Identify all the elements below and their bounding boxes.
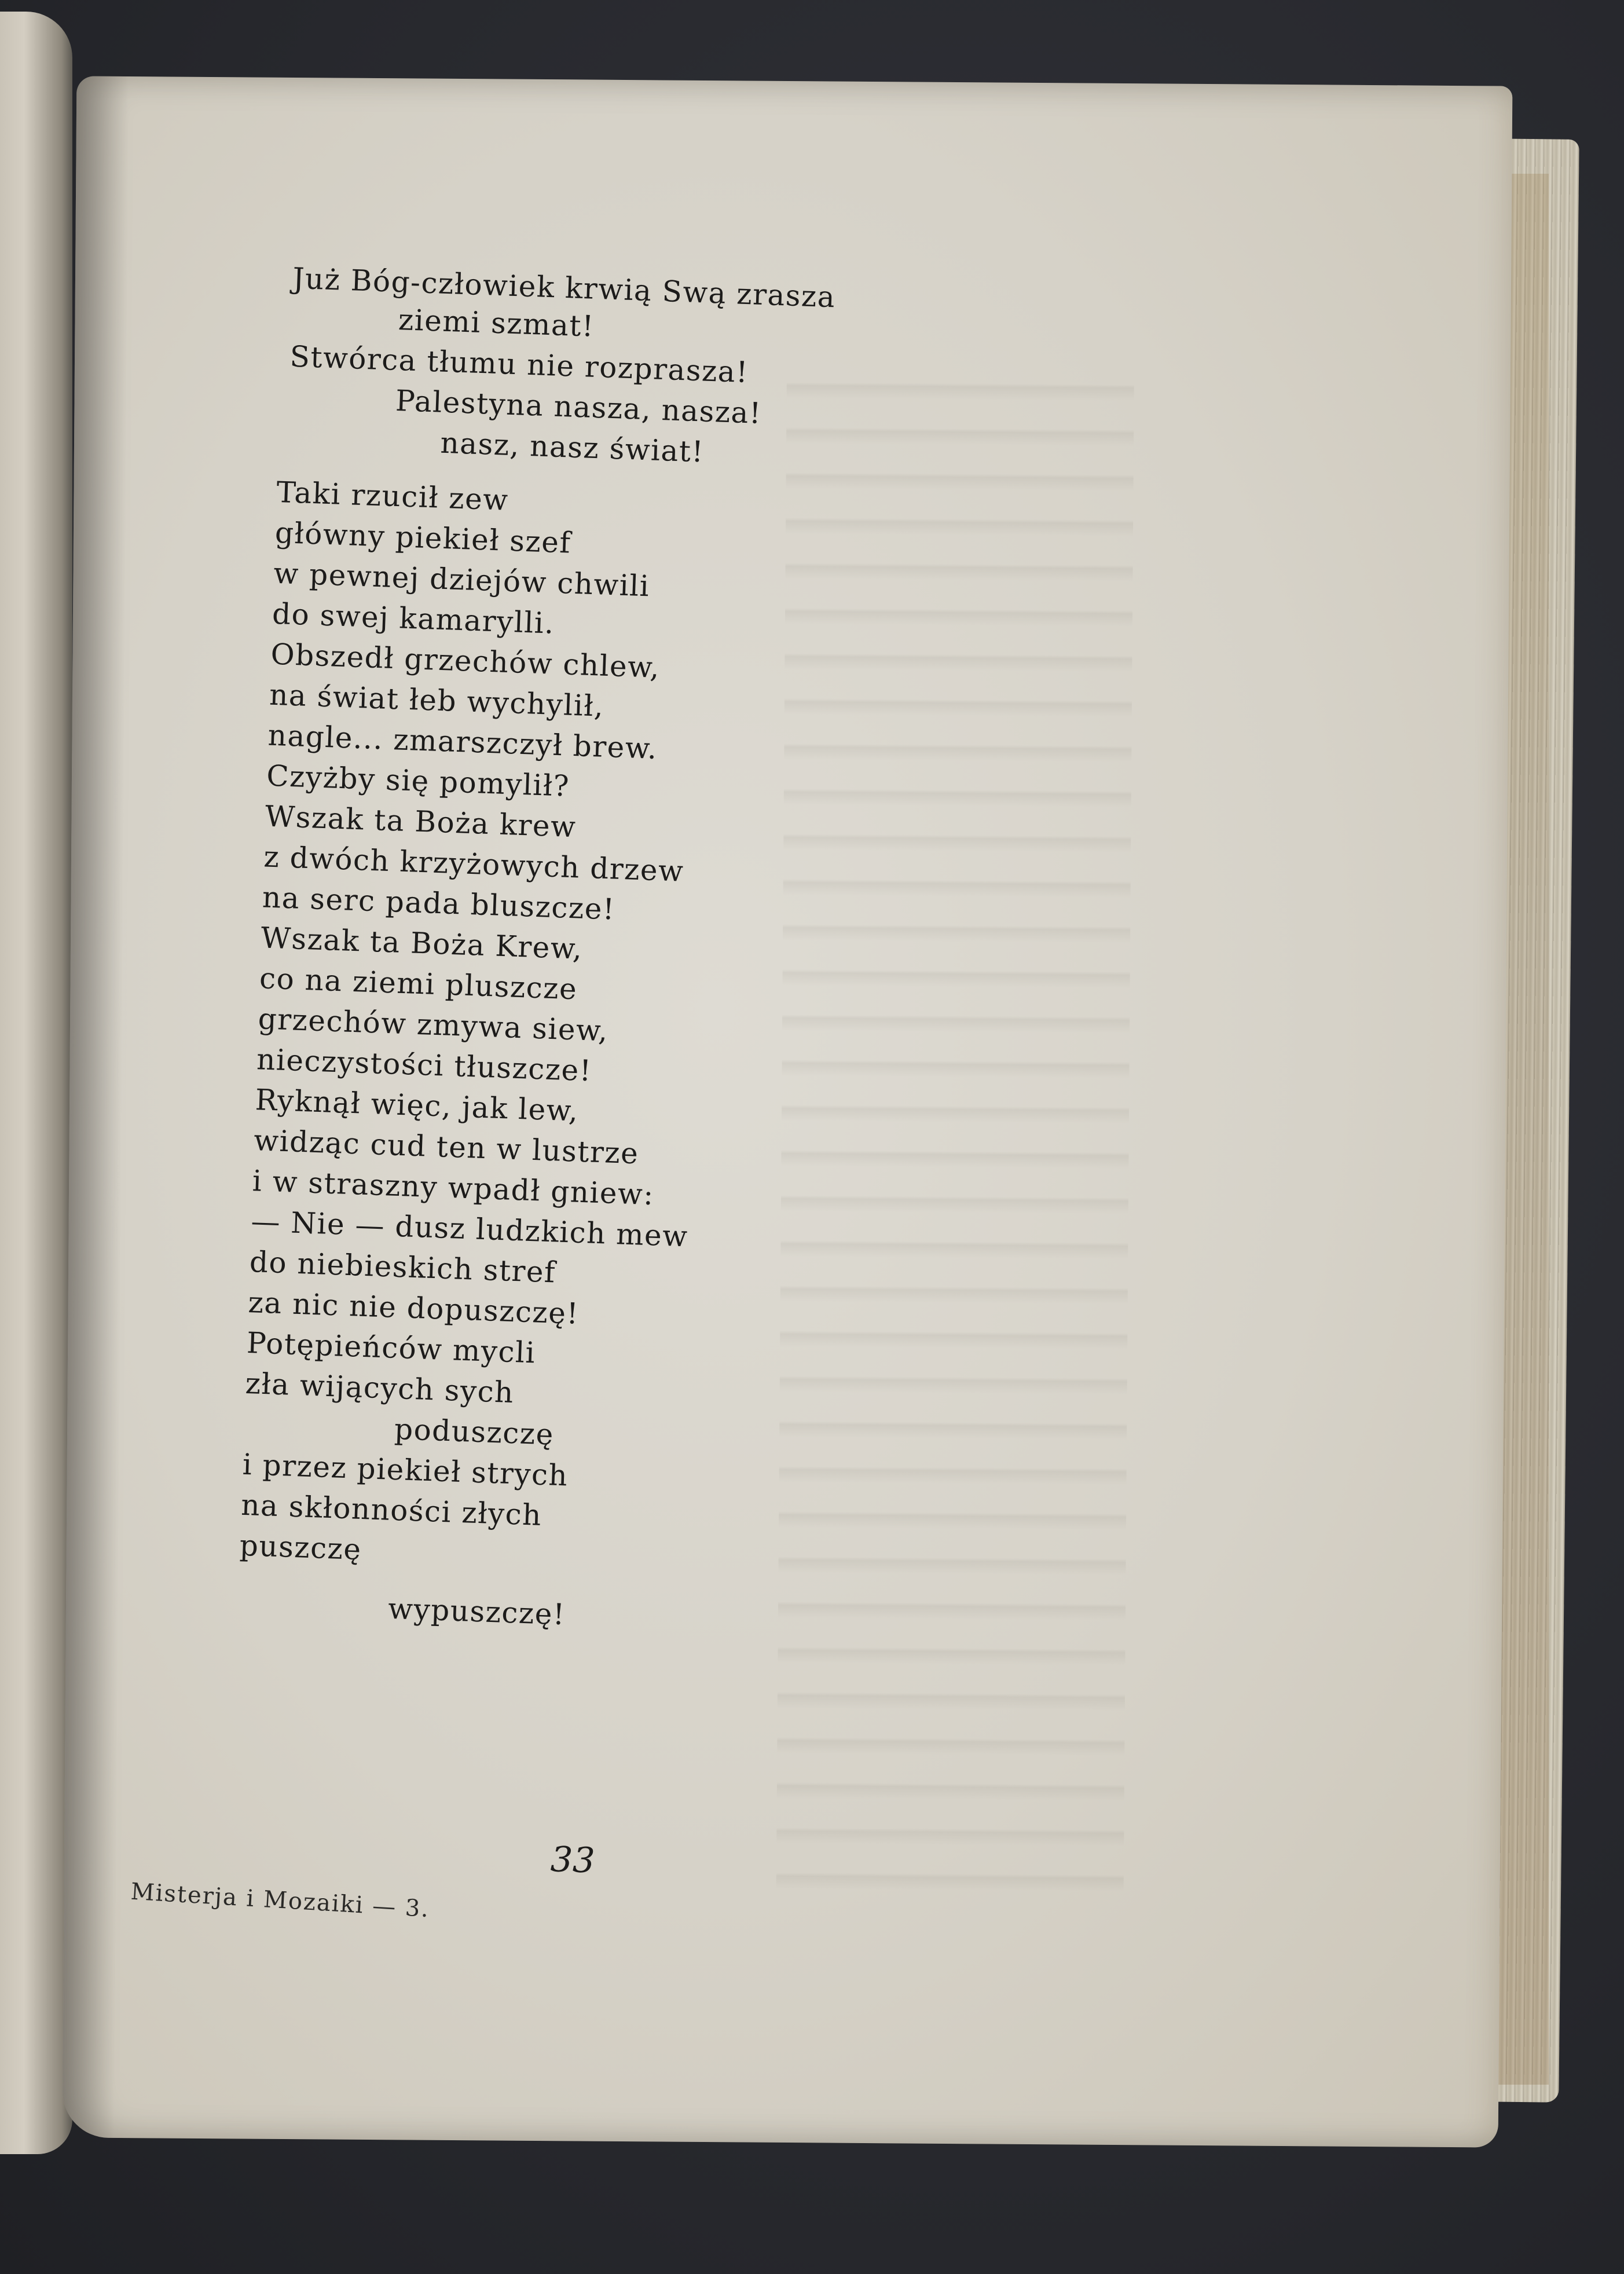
printer-signature: Misterja i Mozaiki — 3. bbox=[130, 1878, 431, 1923]
poem-line: Palestyna nasza, nasza! bbox=[395, 383, 762, 430]
poem-line: z dwóch krzyżowych drzew bbox=[263, 840, 685, 888]
poem-line: nasz, nasz świat! bbox=[439, 426, 705, 469]
poem-line: ziemi szmat! bbox=[398, 303, 595, 343]
poem-line: widząc cud ten w lustrze bbox=[253, 1123, 640, 1171]
page-number: 33 bbox=[549, 1839, 596, 1881]
poem-line: Potępieńców mycli bbox=[246, 1325, 537, 1370]
poem-line: Już Bóg-człowiek krwią Swą zrasza bbox=[292, 261, 837, 314]
poem-line: i przez piekieł strych bbox=[241, 1447, 569, 1493]
poem-line: zła wijących sych bbox=[244, 1366, 515, 1410]
poem-line: za nic nie dopuszczę! bbox=[247, 1285, 580, 1331]
poem-line: Czyżby się pomylił? bbox=[266, 759, 570, 803]
poem-line: na skłonności złych bbox=[240, 1488, 542, 1532]
poem-line: Wszak ta Boża Krew, bbox=[260, 921, 584, 966]
poem-line: poduszczę bbox=[394, 1412, 555, 1452]
poem-line: grzechów zmywa siew, bbox=[257, 1002, 609, 1048]
poem-line: na serc pada bluszcze! bbox=[262, 880, 616, 927]
poem-line: co na ziemi pluszcze bbox=[259, 961, 578, 1006]
poem-line: Obszedł grzechów chlew, bbox=[270, 637, 661, 685]
poem-line: puszczę bbox=[239, 1528, 362, 1567]
poem-line: w pewnej dziejów chwili bbox=[273, 556, 651, 603]
poem-line: na świat łeb wychylił, bbox=[269, 678, 605, 723]
poem-line: główny piekieł szef bbox=[274, 515, 572, 560]
poem-line: Taki rzucił zew bbox=[276, 475, 509, 517]
poem bbox=[34, 64, 1541, 2174]
poem-line: do swej kamarylli. bbox=[272, 596, 555, 640]
poem-line: — Nie — dusz ludzkich mew bbox=[250, 1204, 689, 1254]
poem-line: nieczystości tłuszcze! bbox=[256, 1042, 593, 1088]
poem-line: i w straszny wpadł gniew: bbox=[251, 1164, 655, 1212]
poem-line: Stwórca tłumu nie rozprasza! bbox=[289, 339, 749, 390]
poem-line: nagle... zmarszczył brew. bbox=[267, 718, 658, 766]
poem-line: do niebieskich stref bbox=[249, 1245, 556, 1290]
book-page bbox=[63, 76, 1513, 2147]
poem-line: Ryknął więc, jak lew, bbox=[254, 1083, 580, 1128]
poem-line: Wszak ta Boża krew bbox=[264, 799, 577, 844]
poem-line: wypuszczę! bbox=[387, 1591, 566, 1632]
